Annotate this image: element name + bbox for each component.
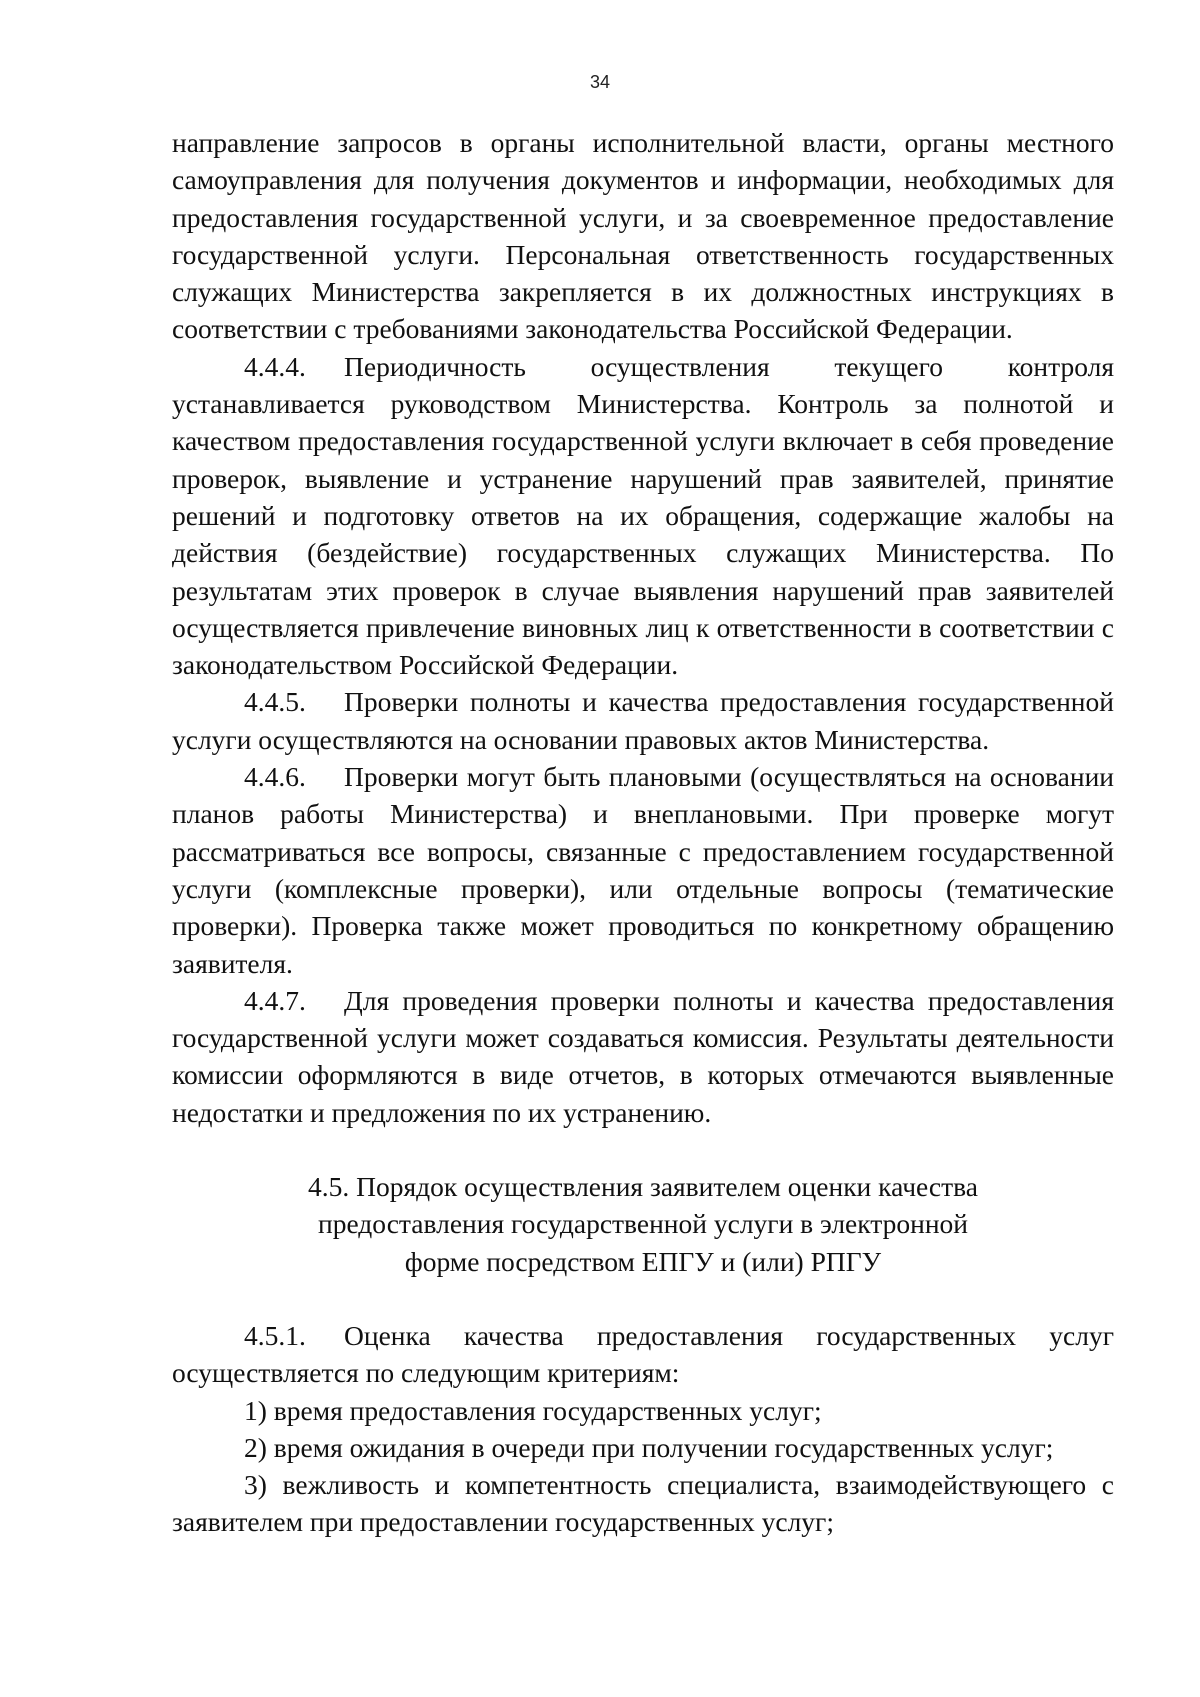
paragraph-4-5-1 xyxy=(172,1317,1114,1392)
paragraph-text: направление запросов в органы исполнительной власти, органы местного самоуправления для получения документов и информации, необходимых для предоставления государственной услуги, и за своевременное предоставление государственной услуги. Персональная ответственность государственных служащих Министерства закрепляется в их должностных инструкциях в соответствии с требованиями законодательства Российской Федерации. xyxy=(172,127,1114,345)
clause-number: 4.5.1. xyxy=(244,1319,306,1351)
clause-number: 4.4.5. xyxy=(244,686,306,718)
section-heading xyxy=(172,1168,1114,1280)
paragraph-text: Проверки могут быть плановыми (осуществляться на основании планов работы Министерства) и внеплановыми. При проверке могут рассматриваться все вопросы, связанные с предоставлением государственной услуги (комплексные проверки), или отдельные вопросы (тематические проверки). Проверка также может проводиться по конкретному обращению заявителя. xyxy=(172,761,1114,979)
clause-number: 4.4.7. xyxy=(244,984,306,1016)
section-heading-line: предоставления государственной услуги в электронной xyxy=(317,1208,969,1240)
list-item-text: 2) время ожидания в очереди при получении государственных услуг; xyxy=(244,1431,1054,1463)
paragraph-4-4-4 xyxy=(172,348,1114,684)
clause-number: 4.4.6. xyxy=(244,761,306,793)
paragraph-4-4-5 xyxy=(172,683,1114,758)
list-item-text: 1) время предоставления государственных услуг; xyxy=(244,1394,822,1426)
page-number: 34 xyxy=(589,72,611,92)
list-item xyxy=(172,1466,1114,1541)
section-heading-line: 4.5. Порядок осуществления заявителем оценки качества xyxy=(308,1171,978,1203)
clause-number: 4.4.4. xyxy=(244,350,306,382)
list-item xyxy=(172,1429,1114,1466)
paragraph-text: Периодичность осуществления текущего контроля устанавливается руководством Министерства. Контроль за полнотой и качеством предоставления государственной услуги включает в себя проведение проверок, выявление и устранение нарушений прав заявителей, принятие решений и подготовку ответов на их обращения, содержащие жалобы на действия (бездействие) государственных служащих Министерства. По результатам этих проверок в случае выявления нарушений прав заявителей осуществляется привлечение виновных лиц к ответственности в соответствии с законодательством Российской Федерации. xyxy=(172,350,1114,681)
paragraph-4-4-6 xyxy=(172,758,1114,982)
section-heading-line: форме посредством ЕПГУ и (или) РПГУ xyxy=(404,1245,882,1277)
paragraph-text: Оценка качества предоставления государственных услуг осуществляется по следующим критериям: xyxy=(172,1319,1114,1389)
paragraph-continued xyxy=(172,124,1114,348)
paragraph-text: Проверки полноты и качества предоставления государственной услуги осуществляются на основании правовых актов Министерства. xyxy=(172,686,1114,755)
list-item-text: 3) вежливость и компетентность специалиста, взаимодействующего с заявителем при предоставлении государственных услуг; xyxy=(172,1469,1114,1538)
paragraph-4-4-7 xyxy=(172,982,1114,1131)
document-body xyxy=(172,124,1114,1541)
list-item xyxy=(172,1392,1114,1429)
paragraph-text: Для проведения проверки полноты и качества предоставления государственной услуги может создаваться комиссия. Результаты деятельности комиссии оформляются в виде отчетов, в которых отмечаются выявленные недостатки и предложения по их устранению. xyxy=(172,984,1114,1128)
